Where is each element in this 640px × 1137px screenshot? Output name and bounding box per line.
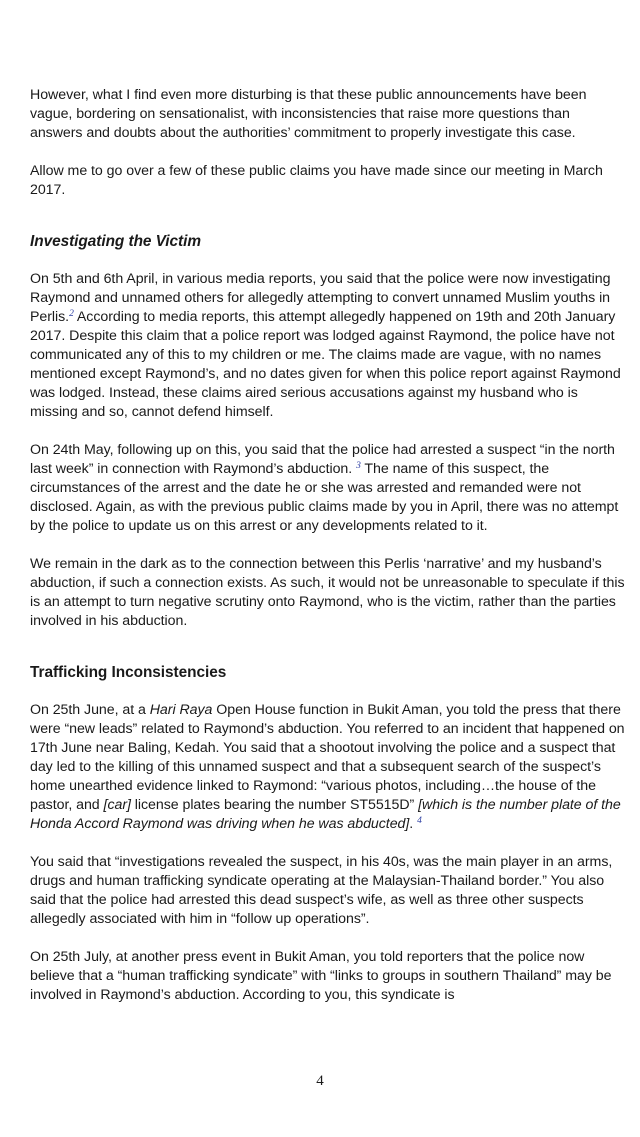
section1-paragraph-3: We remain in the dark as to the connection between this Perlis ‘narrative’ and my husband’s abduction, if such a connection exists. As such, it would not be unreasonable to speculate if this is an attempt to turn negative scrutiny onto Raymond, who is the victim, rather than the parties involved in his abduction.	[30, 556, 625, 629]
page-number: 4	[316, 1073, 324, 1089]
section2-paragraph-2: You said that “investigations revealed the suspect, in his 40s, was the main player in an arms, drugs and human trafficking syndicate operating at the Malaysian-Thailand border.” You also said that the police had arrested this dead suspect’s wife, as well as three other suspects allegedly associated with him in “follow up operations”.	[30, 854, 613, 927]
section1-paragraph-1: On 5th and 6th April, in various media reports, you said that the police were now investigating Raymond and unnamed others for allegedly attempting to convert unnamed Muslim youths in Perlis.$^2$ According to media reports, this attempt allegedly happened on 19th and 20th January 2017. Despite this claim that a police report was lodged against Raymond, the police have not communicated any of this to my children or me. The claims made are vague, with no names mentioned except Raymond’s, and no dates given for when this police report against Raymond was lodged. Instead, these claims aired serious accusations against my husband who is missing and so, cannot defend himself.	[30, 271, 621, 420]
section1-paragraph-2: On 24th May, following up on this, you said that the police had arrested a suspect “in the north last week” in connection with Raymond’s abduction. $^3$ The name of this suspect, the circumstances of the arrest and the date he or she was arrested and remanded were not disclosed. Again, as with the previous public claims made by you in April, there was no attempt by the police to update us on this arrest or any developments related to it.	[30, 442, 619, 534]
document-page	[30, 86, 626, 1024]
intro-paragraph-2: Allow me to go over a few of these public claims you have made since our meeting in March 2017.	[30, 163, 603, 198]
section2-paragraph-1: On 25th June, at a Hari Raya Open House function in Bukit Aman, you told the press that there were “new leads” related to Raymond’s abduction. You referred to an incident that happened on 17th June near Baling, Kedah. You said that a shootout involving the police and a suspect that day led to the killing of this unnamed suspect and that a subsequent search of the suspect’s home unearthed evidence linked to Raymond: “various photos, including…the house of the pastor, and [car] license plates bearing the number ST5515D” [which is the number plate of the Honda Accord Raymond was driving when he was abducted]. $^4$	[30, 702, 625, 832]
footnote-ref-4[interactable]: 4	[417, 816, 422, 826]
footnote-ref-2[interactable]: 2	[69, 309, 74, 319]
footnote-ref-3[interactable]: 3	[356, 461, 361, 471]
section-heading-investigating-the-victim: Investigating the Victim	[30, 233, 201, 250]
section-heading-trafficking-inconsistencies: Trafficking Inconsistencies	[30, 664, 227, 681]
intro-paragraph-1: However, what I find even more disturbing is that these public announcements have been vague, bordering on sensationalist, with inconsistencies that raise more questions than answers and doubts about the authorities’ commitment to properly investigate this case.	[30, 87, 587, 141]
section2-paragraph-3: On 25th July, at another press event in Bukit Aman, you told reporters that the police now believe that a “human trafficking syndicate” with “links to groups in southern Thailand” may be involved in Raymond’s abduction. According to you, this syndicate is	[30, 949, 612, 1003]
